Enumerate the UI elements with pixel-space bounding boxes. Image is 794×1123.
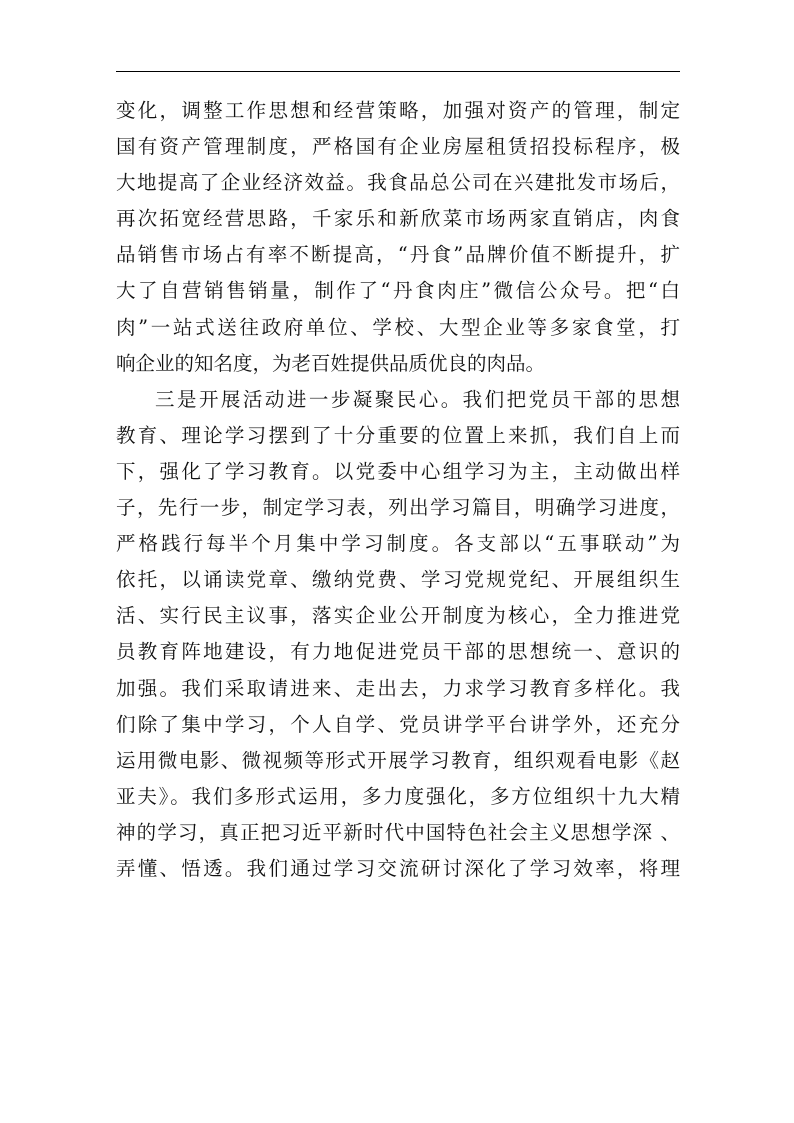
text-line: 依托，以诵读党章、缴纳党费、学习党规党纪、开展组织生 (116, 568, 680, 592)
text-line: 变化，调整工作思想和经营策略，加强对资产的管理，制定 (116, 99, 680, 122)
text-line: 严格践行每半个月集中学习制度。各支部以“五事联动”为 (116, 532, 680, 556)
text-line: 大地提高了企业经济效益。我食品总公司在兴建批发市场后， (116, 171, 680, 195)
text-line: 员教育阵地建设，有力地促进党员干部的思想统一、意识的 (116, 640, 680, 664)
text-line: 亚夫》。我们多形式运用，多力度强化，多方位组织十九大精 (116, 784, 680, 808)
text-line: 活、实行民主议事，落实企业公开制度为核心，全力推进党 (116, 604, 680, 628)
text-line: 再次拓宽经营思路，千家乐和新欣菜市场两家直销店，肉食 (116, 207, 680, 231)
text-line: 子，先行一步，制定学习表，列出学习篇目，明确学习进度， (116, 496, 680, 520)
text-line: 大了自营销售销量，制作了“丹食肉庄”微信公众号。把“白 (116, 279, 680, 303)
document-body (116, 93, 680, 887)
text-line: 运用微电影、微视频等形式开展学习教育，组织观看电影《赵 (116, 748, 680, 772)
text-line: 肉”一站式送往政府单位、学校、大型企业等多家食堂，打 (116, 315, 680, 339)
text-line: 们除了集中学习，个人自学、党员讲学平台讲学外，还充分 (116, 712, 680, 736)
text-line: 品销售市场占有率不断提高，“丹食”品牌价值不断提升，扩 (116, 243, 680, 267)
text-line: 国有资产管理制度，严格国有企业房屋租赁招投标程序，极 (116, 135, 680, 159)
text-line: 弄懂、悟透。我们通过学习交流研讨深化了学习效率，将理 (116, 856, 680, 880)
header-rule (116, 71, 680, 72)
text-line: 下，强化了学习教育。以党委中心组学习为主，主动做出样 (116, 459, 680, 483)
text-line: 神的学习，真正把习近平新时代中国特色社会主义思想学深 、 (116, 820, 680, 844)
paragraph-start-line: 三是开展活动进一步凝聚民心。我们把党员干部的思想 (155, 387, 680, 411)
text-line: 加强。我们采取请进来、走出去，力求学习教育多样化。我 (116, 676, 680, 700)
text-line: 教育、理论学习摆到了十分重要的位置上来抓，我们自上而 (116, 423, 680, 447)
paragraph-end-line: 响企业的知名度，为老百姓提供品质优良的肉品。 (116, 351, 546, 375)
